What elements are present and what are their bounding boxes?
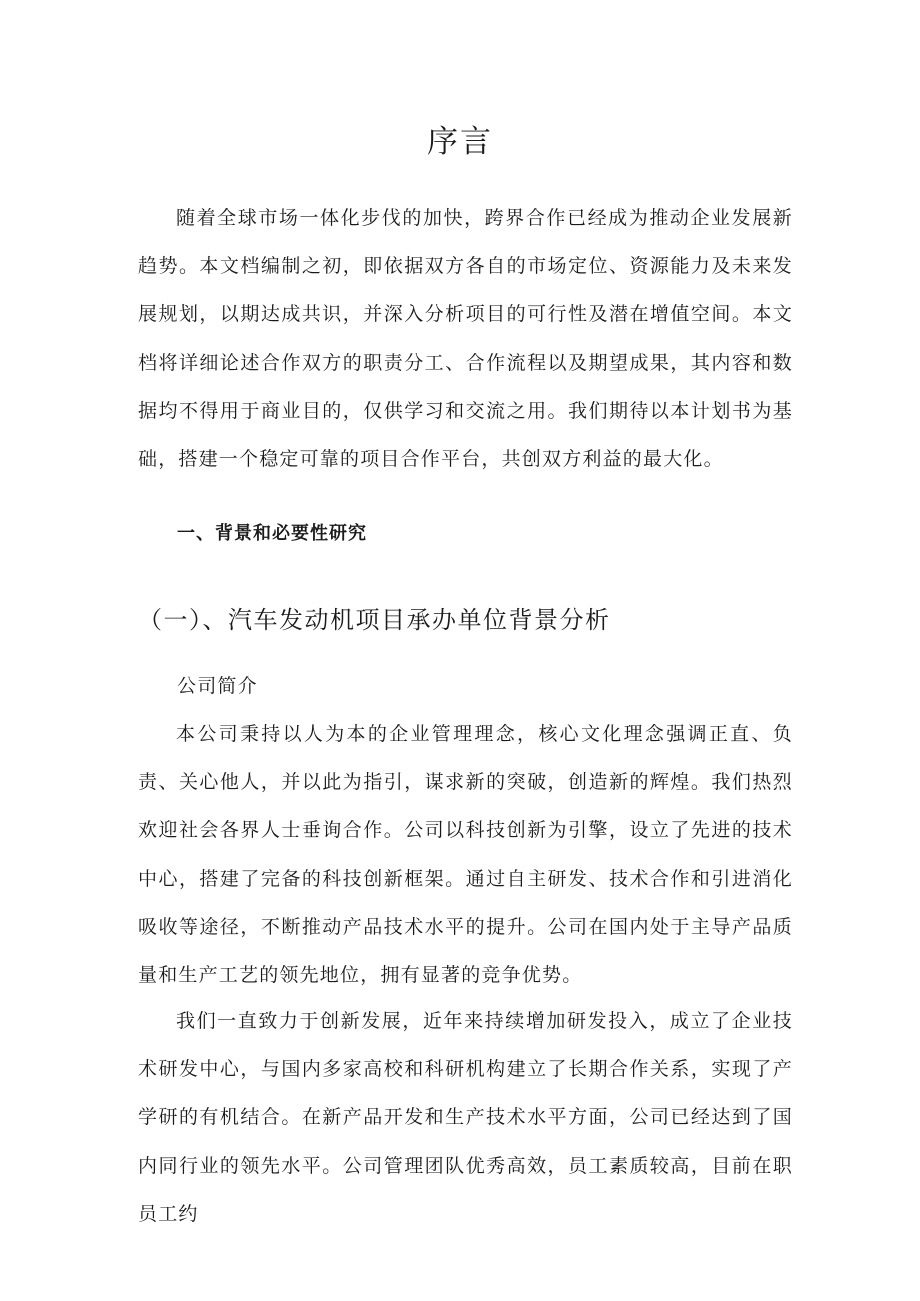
body-paragraph: 本公司秉持以人为本的企业管理理念，核心文化理念强调正直、负责、关心他人，并以此为指引，谋求新的突破，创造新的辉煌。我们热烈欢迎社会各界人士垂询合作。公司以科技创新为引擎，设立了先进的技术中心，搭建了完备的科技创新框架。通过自主研发、技术合作和引进消化吸收等途径，不断推动产品技术水平的提升。公司在国内处于主导产品质量和生产工艺的领先地位，拥有显著的竞争优势。 [138, 723, 793, 987]
subsubsection-heading: 公司简介 [177, 675, 258, 697]
section-heading: 一、背景和必要性研究 [177, 523, 367, 544]
subsection-heading: （一）、汽车发动机项目承办单位背景分析 [138, 606, 611, 634]
body-paragraph: 我们一直致力于创新发展，近年来持续增加研发投入，成立了企业技术研发中心，与国内多家高校和科研机构建立了长期合作关系，实现了产学研的有机结合。在新产品开发和生产技术水平方面，公司已经达到了国内同行业的领先水平。公司管理团队优秀高效，员工素质较高，目前在职员工约 [138, 1010, 793, 1225]
document-title: 序言 [427, 124, 493, 160]
preface-paragraph: 随着全球市场一体化步伐的加快，跨界合作已经成为推动企业发展新趋势。本文档编制之初，即依据双方各自的市场定位、资源能力及未来发展规划，以期达成共识，并深入分析项目的可行性及潜在增值空间。本文档将详细论述合作双方的职责分工、合作流程以及期望成果，其内容和数据均不得用于商业目的，仅供学习和交流之用。我们期待以本计划书为基础，搭建一个稳定可靠的项目合作平台，共创双方利益的最大化。 [138, 207, 793, 471]
